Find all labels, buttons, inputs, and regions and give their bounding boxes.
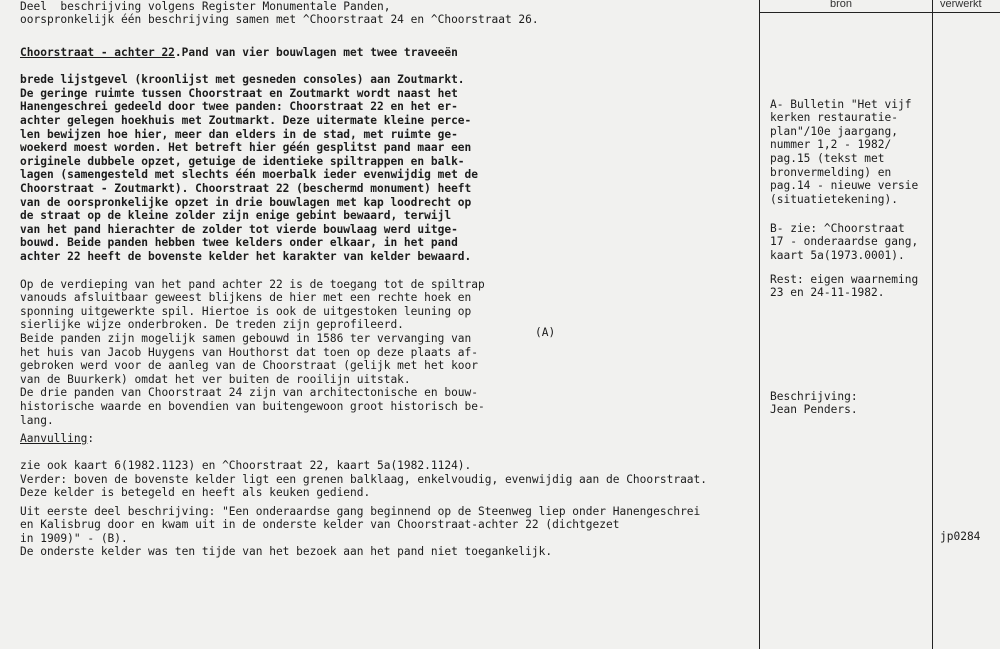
text-line: A- Bulletin "Het vijf (770, 97, 912, 111)
text-line: van de Buurkerk) omdat het ver buiten de rooilijn uitstak. (20, 372, 411, 386)
text-line: van het pand hierachter de zolder tot vierde bouwlaag werd uitge- (20, 222, 458, 236)
header-line-2: oorspronkelijk één beschrijving samen met ^Choorstraat 24 en ^Choorstraat 26. (20, 13, 539, 26)
text-line: gebroken werd voor de aanleg van de Choorstraat (gelijk met het koor (20, 359, 479, 373)
text-line: historische waarde en bovendien van buitengewoon groot historisch be- (20, 399, 485, 413)
bron-source-a (770, 84, 918, 220)
text-line: Op de verdieping van het pand achter 22 is de toegang tot de spiltrap (20, 277, 485, 291)
text-line: Choorstraat - Zoutmarkt). Choorstraat 22 (beschermd monument) heeft (20, 181, 472, 195)
text-line: len bewijzen hoe hier, meer dan elders in de stad, met ruimte ge- (20, 127, 458, 141)
text-line: (situatietekening). (770, 192, 898, 206)
text-line: De drie panden van Choorstraat 24 zijn van architectonische en bouw- (20, 386, 479, 400)
text-line: kaart 5a(1973.0001). (770, 248, 905, 262)
margin-note-a: (A) (535, 326, 556, 339)
text-line: 17 - onderaardse gang, (770, 235, 919, 249)
text-line: B- zie: ^Choorstraat (770, 221, 905, 235)
main-paragraph-1 (20, 60, 478, 278)
text-line: bouwd. Beide panden hebben twee kelders onder elkaar, in het pand (20, 236, 458, 250)
text-line: Jean Penders. (770, 403, 858, 417)
text-line: originele dubbele opzet, getuige de identieke spiltrappen en balk- (20, 154, 465, 168)
text-line: pag.14 - nieuwe versie (770, 179, 919, 193)
column-header-verwerkt: verwerkt (940, 0, 982, 10)
text-line: in 1909)" - (B). (20, 531, 128, 545)
verwerkt-code: jp0284 (940, 530, 981, 543)
aanvulling-heading (20, 432, 94, 446)
text-line: woekerd moest worden. Het betreft hier géén gesplitst pand maar een (20, 141, 472, 155)
bron-beschrijving (770, 376, 858, 430)
main-first-line (20, 46, 458, 60)
text-line: Rest: eigen waarneming (770, 272, 919, 286)
aanvulling-colon: : (87, 432, 95, 445)
text-line: de straat op de kleine zolder zijn enige gebint bewaard, terwijl (20, 209, 452, 223)
header-rule (760, 12, 1000, 13)
text-line: kerken restauratie- (770, 111, 898, 125)
text-line: Beide panden zijn mogelijk samen gebouwd in 1586 ter vervanging van (20, 331, 472, 345)
text-line: achter gelegen hoekhuis met Zoutmarkt. Deze uitermate kleine perce- (20, 113, 472, 127)
text-line: pag.15 (tekst met (770, 151, 885, 165)
text-line: 23 en 24-11-1982. (770, 286, 885, 300)
main-title: Choorstraat - achter 22 (20, 46, 175, 59)
bron-rest (770, 259, 918, 313)
aanvulling-title: Aanvulling (20, 432, 88, 445)
text-line: plan"/10e jaargang, (770, 124, 898, 138)
text-line: bronvermelding) en (770, 165, 892, 179)
column-divider-main (759, 0, 760, 649)
text-line: lagen (samengesteld met slechts één moerbalk ieder evenwijdig met de (20, 168, 479, 182)
text-line: het huis van Jacob Huygens van Houthorst dat toen op deze plaats af- (20, 345, 479, 359)
text-line: achter 22 heeft de bovenste kelder het karakter van kelder bewaard. (20, 249, 472, 263)
text-line: Uit eerste deel beschrijving: "Een onderaardse gang beginnend op de Steenweg liep onder Hanengeschrei (20, 504, 701, 518)
text-line: nummer 1,2 - 1982/ (770, 138, 892, 152)
text-line: vanouds afsluitbaar geweest blijkens de hier met een rechte hoek en (20, 291, 472, 305)
text-line: sponning uitgewerkte spil. Hiertoe is ook de uitgestoken leuning op (20, 304, 472, 318)
text-line: van de oorspronkelijke opzet in drie bouwlagen met kap loodrecht op (20, 195, 472, 209)
text-line: en Kalisbrug door en kwam uit in de onderste kelder van Choorstraat-achter 22 (dichtgezet (20, 518, 620, 532)
text-line: lang. (20, 413, 54, 427)
text-line: Hanengeschrei gedeeld door twee panden: Choorstraat 22 en het er- (20, 100, 458, 114)
aanvulling-block-2 (20, 491, 700, 573)
header-line-1: Deel beschrijving volgens Register Monumentale Panden, (20, 0, 391, 13)
text-line: zie ook kaart 6(1982.1123) en ^Choorstraat 22, kaart 5a(1982.1124). (20, 459, 472, 473)
text-line: sierlijke wijze onderbroken. De treden zijn geprofileerd. (20, 318, 404, 332)
text-line: brede lijstgevel (kroonlijst met gesneden consoles) aan Zoutmarkt. (20, 73, 465, 87)
text-line: De geringe ruimte tussen Choorstraat en Zoutmarkt wordt naast het (20, 86, 458, 100)
main-first-line-rest: .Pand van vier bouwlagen met twee traveeën (174, 46, 458, 59)
text-line: Verder: boven de bovenste kelder ligt een grenen balklaag, enkelvoudig, evenwijdig aan de Choorstraat. (20, 472, 708, 486)
text-line: De onderste kelder was ten tijde van het bezoek aan het pand niet toegankelijk. (20, 545, 553, 559)
text-line: Beschrijving: (770, 389, 858, 403)
column-divider-verwerkt (932, 0, 933, 649)
text-line: Deze kelder is betegeld en heeft als keuken gediend. (20, 486, 371, 500)
column-header-bron: bron (830, 0, 853, 10)
main-paragraph-2 (20, 264, 485, 441)
